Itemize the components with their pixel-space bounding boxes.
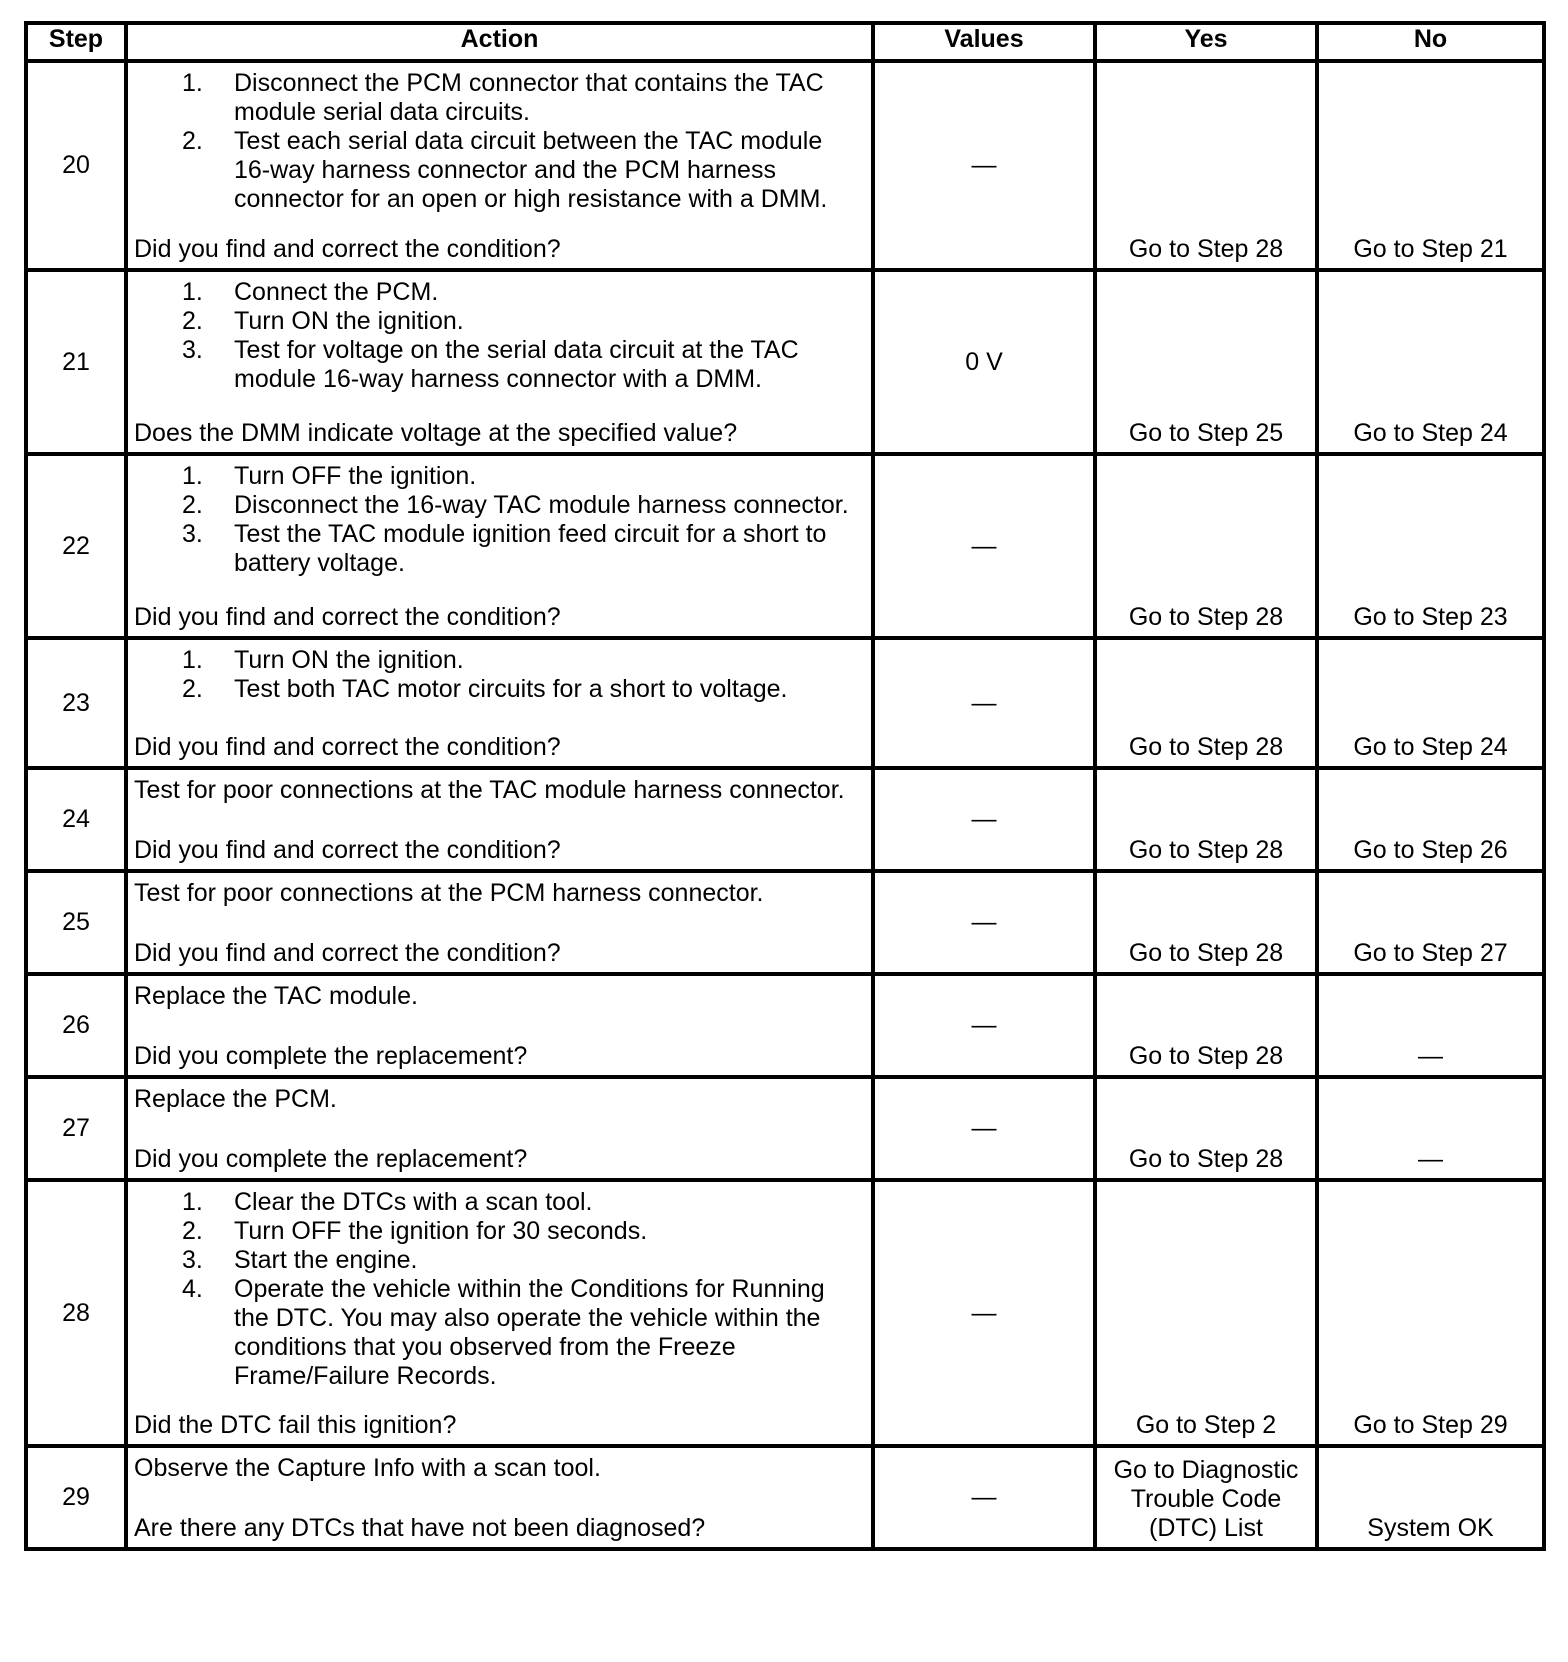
no-result: — [1418, 1042, 1443, 1070]
action-step-item [182, 520, 865, 578]
action-step-item [182, 1246, 865, 1275]
yes-cell [1095, 1446, 1317, 1549]
yes-result: Go to Step 2 [1135, 1411, 1277, 1439]
action-step-number: 2. [182, 491, 203, 519]
no-cell [1317, 454, 1544, 638]
step-number: 20 [26, 61, 126, 270]
action-intro: Test for poor connections at the TAC module harness connector. [134, 776, 845, 804]
yes-cell [1095, 768, 1317, 871]
action-text [128, 976, 871, 1011]
table-row [26, 1077, 1544, 1180]
step-number: 27 [26, 1077, 126, 1180]
no-cell [1317, 1180, 1544, 1446]
action-question: Did the DTC fail this ignition? [134, 1411, 457, 1439]
yes-result: Go to Step 28 [1128, 836, 1284, 864]
yes-cell [1095, 1180, 1317, 1446]
yes-result: Go to Step 28 [1128, 939, 1284, 967]
action-step-item [182, 278, 865, 307]
action-intro: Replace the TAC module. [134, 982, 418, 1010]
action-question: Did you find and correct the condition? [134, 939, 561, 967]
action-step-item [182, 307, 865, 336]
action-step-item [182, 336, 865, 394]
no-cell [1317, 1077, 1544, 1180]
yes-result: Go to Step 28 [1128, 733, 1284, 761]
action-step-number: 2. [182, 307, 203, 335]
value-cell: — [873, 454, 1095, 638]
no-cell [1317, 768, 1544, 871]
action-step-number: 1. [182, 462, 203, 490]
table-row [26, 768, 1544, 871]
action-question: Does the DMM indicate voltage at the specified value? [134, 419, 738, 447]
no-cell [1317, 270, 1544, 454]
action-step-text: Test for voltage on the serial data circuit at the TAC module 16-way harness connector with a DMM. [234, 336, 799, 393]
no-result: — [1418, 1145, 1443, 1173]
step-number: 24 [26, 768, 126, 871]
no-cell [1317, 974, 1544, 1077]
action-steps [182, 69, 865, 214]
action-step-number: 4. [182, 1275, 203, 1303]
action-step-text: Test each serial data circuit between the TAC module 16-way harness connector and the PCM harness connector for an open or high resistance with a DMM. [234, 127, 828, 213]
no-result: Go to Step 27 [1353, 939, 1508, 967]
value-cell: — [873, 638, 1095, 768]
action-cell [126, 270, 873, 454]
step-number: 21 [26, 270, 126, 454]
action-question: Are there any DTCs that have not been diagnosed? [134, 1514, 706, 1542]
header-action: Action [126, 23, 873, 61]
value-cell: — [873, 61, 1095, 270]
action-intro: Replace the PCM. [134, 1085, 337, 1113]
yes-cell [1095, 871, 1317, 974]
action-step-item [182, 491, 865, 520]
no-result: Go to Step 24 [1353, 733, 1508, 761]
table-row [26, 61, 1544, 270]
no-result: Go to Step 26 [1353, 836, 1508, 864]
action-text [128, 640, 871, 704]
action-cell [126, 1077, 873, 1180]
value-cell: — [873, 871, 1095, 974]
action-steps [182, 646, 865, 704]
yes-result: Go to Diagnostic Trouble Code (DTC) List [1113, 1456, 1299, 1542]
yes-result: Go to Step 25 [1128, 419, 1284, 447]
value-cell: 0 V [873, 270, 1095, 454]
yes-cell [1095, 638, 1317, 768]
action-text [128, 456, 871, 578]
step-number: 26 [26, 974, 126, 1077]
action-steps [182, 1188, 865, 1391]
no-result: Go to Step 23 [1353, 603, 1508, 631]
action-cell [126, 974, 873, 1077]
action-step-text: Turn OFF the ignition. [234, 462, 477, 490]
table-row [26, 1180, 1544, 1446]
action-text [128, 1079, 871, 1114]
action-steps [182, 278, 865, 394]
no-result: Go to Step 29 [1353, 1411, 1508, 1439]
diagnostic-table [24, 21, 1546, 1551]
header-step: Step [26, 23, 126, 61]
action-step-number: 1. [182, 69, 203, 97]
action-steps [182, 462, 865, 578]
action-step-text: Turn ON the ignition. [234, 646, 464, 674]
table-row [26, 270, 1544, 454]
action-question: Did you complete the replacement? [134, 1145, 528, 1173]
yes-cell [1095, 974, 1317, 1077]
no-cell [1317, 638, 1544, 768]
value-cell: — [873, 1077, 1095, 1180]
action-intro: Observe the Capture Info with a scan tool. [134, 1454, 601, 1482]
step-number: 29 [26, 1446, 126, 1549]
header-no: No [1317, 23, 1544, 61]
action-step-number: 3. [182, 1246, 203, 1274]
action-text [128, 770, 871, 805]
yes-result: Go to Step 28 [1128, 1042, 1284, 1070]
no-result: Go to Step 21 [1353, 235, 1508, 263]
action-step-number: 2. [182, 127, 203, 155]
action-step-text: Disconnect the PCM connector that contains the TAC module serial data circuits. [234, 69, 824, 126]
yes-cell [1095, 454, 1317, 638]
yes-result: Go to Step 28 [1128, 1145, 1284, 1173]
action-step-number: 3. [182, 336, 203, 364]
step-number: 23 [26, 638, 126, 768]
table-row [26, 871, 1544, 974]
action-step-number: 2. [182, 1217, 203, 1245]
action-step-number: 1. [182, 646, 203, 674]
value-cell: — [873, 974, 1095, 1077]
table-row [26, 974, 1544, 1077]
action-cell [126, 768, 873, 871]
value-cell: — [873, 768, 1095, 871]
action-step-number: 2. [182, 675, 203, 703]
action-intro: Test for poor connections at the PCM harness connector. [134, 879, 764, 907]
step-number: 28 [26, 1180, 126, 1446]
no-result: Go to Step 24 [1353, 419, 1508, 447]
value-cell: — [873, 1446, 1095, 1549]
value-cell: — [873, 1180, 1095, 1446]
no-cell [1317, 61, 1544, 270]
action-step-number: 1. [182, 278, 203, 306]
step-number: 25 [26, 871, 126, 974]
action-step-item [182, 1275, 865, 1391]
action-cell [126, 454, 873, 638]
table-row [26, 454, 1544, 638]
action-step-text: Disconnect the 16-way TAC module harness connector. [234, 491, 849, 519]
action-step-item [182, 675, 865, 704]
action-step-text: Turn ON the ignition. [234, 307, 464, 335]
action-step-number: 1. [182, 1188, 203, 1216]
table-body [26, 61, 1544, 1549]
step-number: 22 [26, 454, 126, 638]
action-question: Did you find and correct the condition? [134, 836, 561, 864]
table-row [26, 638, 1544, 768]
action-question: Did you find and correct the condition? [134, 733, 561, 761]
no-result: System OK [1367, 1514, 1494, 1542]
action-step-text: Clear the DTCs with a scan tool. [234, 1188, 593, 1216]
action-cell [126, 638, 873, 768]
action-step-item [182, 127, 865, 214]
action-step-number: 3. [182, 520, 203, 548]
action-cell [126, 61, 873, 270]
action-step-text: Connect the PCM. [234, 278, 439, 306]
action-text [128, 272, 871, 394]
action-text [128, 63, 871, 214]
action-cell [126, 1446, 873, 1549]
action-step-item [182, 1188, 865, 1217]
no-cell [1317, 871, 1544, 974]
yes-result: Go to Step 28 [1128, 235, 1284, 263]
action-step-text: Test the TAC module ignition feed circuit for a short to battery voltage. [234, 520, 827, 577]
yes-cell [1095, 270, 1317, 454]
yes-cell [1095, 1077, 1317, 1180]
action-question: Did you find and correct the condition? [134, 235, 561, 263]
yes-cell [1095, 61, 1317, 270]
action-step-text: Turn OFF the ignition for 30 seconds. [234, 1217, 648, 1245]
action-text [128, 873, 871, 908]
header-values: Values [873, 23, 1095, 61]
header-yes: Yes [1095, 23, 1317, 61]
action-step-item [182, 462, 865, 491]
header-row [26, 23, 1544, 61]
action-text [128, 1448, 871, 1483]
action-step-text: Operate the vehicle within the Conditions for Running the DTC. You may also operate the vehicle within the conditions that you observed from the Freeze Frame/Failure Records. [234, 1275, 825, 1390]
action-step-text: Start the engine. [234, 1246, 418, 1274]
action-question: Did you complete the replacement? [134, 1042, 528, 1070]
no-cell [1317, 1446, 1544, 1549]
action-step-item [182, 69, 865, 127]
action-cell [126, 1180, 873, 1446]
table-row [26, 1446, 1544, 1549]
action-step-text: Test both TAC motor circuits for a short to voltage. [234, 675, 788, 703]
yes-result: Go to Step 28 [1128, 603, 1284, 631]
action-cell [126, 871, 873, 974]
action-step-item [182, 646, 865, 675]
action-question: Did you find and correct the condition? [134, 603, 561, 631]
action-step-item [182, 1217, 865, 1246]
action-text [128, 1182, 871, 1391]
